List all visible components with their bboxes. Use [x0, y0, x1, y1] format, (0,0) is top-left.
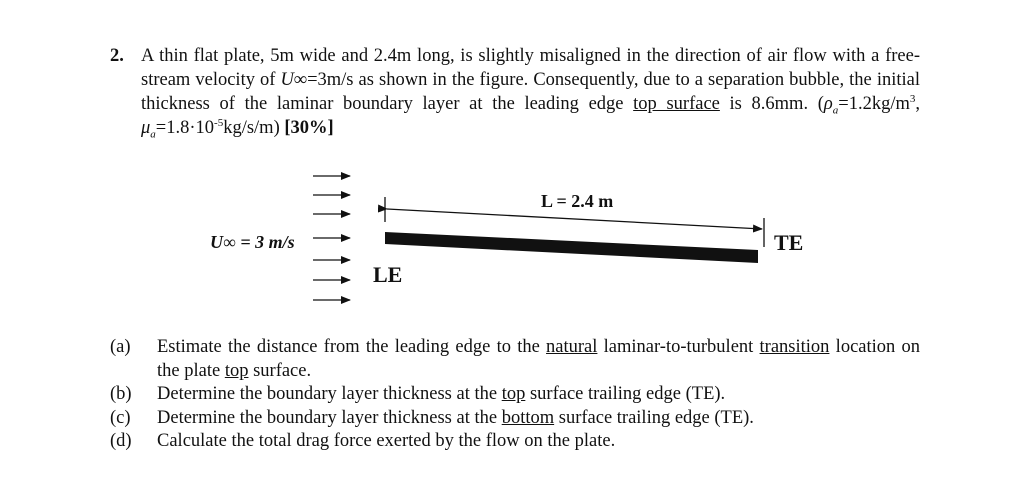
length-label: L = 2.4 m	[541, 191, 614, 211]
density-value: =1.2kg/m	[838, 94, 910, 114]
rho-subscript: a	[832, 104, 839, 117]
leading-edge-label: LE	[373, 262, 403, 287]
part-label: (a)	[110, 337, 131, 357]
bottom-underlined: bottom	[501, 407, 555, 428]
part-c-text-1: Determine the boundary layer thickness at the	[157, 407, 502, 428]
part-a-text-3: location on the plate	[157, 337, 921, 381]
mu-subscript: a	[150, 128, 156, 141]
part-text	[157, 407, 920, 431]
part-a	[110, 336, 920, 383]
question-number: 2.	[110, 46, 124, 66]
part-label: (b)	[110, 384, 132, 404]
thickness-text: is 8.6mm. (	[719, 94, 824, 114]
part-a-text-1: Estimate the distance from the leading edge to the	[157, 337, 547, 357]
dimension-line	[387, 209, 762, 229]
part-label: (d)	[110, 431, 132, 451]
top-surface-underlined: top surface	[633, 94, 720, 114]
part-b-text-1: Determine the boundary layer thickness at the	[157, 384, 502, 404]
mu-symbol: μ	[141, 118, 151, 138]
flat-plate	[385, 232, 758, 263]
velocity-label: U∞ = 3 m/s	[210, 232, 295, 252]
part-a-text-2: laminar-to-turbulent	[597, 337, 760, 357]
part-c-text-2: surface trailing edge (TE).	[554, 407, 754, 428]
cube-superscript: 3	[909, 92, 916, 105]
trailing-edge-label: TE	[774, 230, 804, 255]
velocity-text: =3m/s as shown in the figure. Consequently, due to a separation bubble, the initial thickness of the laminar boundary layer at the leading edge	[141, 70, 920, 114]
transition-underlined: transition	[759, 337, 830, 357]
part-a-text-4: surface.	[248, 360, 312, 381]
natural-underlined: natural	[546, 337, 598, 357]
viscosity-unit: kg/s/m)	[223, 118, 285, 138]
part-c	[110, 407, 920, 431]
freestream-arrows	[313, 176, 350, 300]
weight-badge: [30%]	[284, 118, 334, 138]
viscosity-value: =1.8·10	[155, 118, 215, 138]
top-underlined: top	[224, 360, 249, 381]
part-text	[157, 336, 920, 383]
velocity-symbol: U∞	[280, 70, 308, 90]
part-b	[110, 383, 920, 407]
part-b-text-2: surface trailing edge (TE).	[525, 384, 726, 404]
part-text	[157, 383, 920, 407]
part-d	[110, 430, 920, 454]
sub-questions	[110, 336, 920, 454]
part-label: (c)	[110, 407, 131, 428]
comma-text: ,	[915, 94, 920, 114]
top-underlined: top	[501, 384, 526, 404]
part-text: Calculate the total drag force exerted by the flow on the plate.	[157, 431, 616, 451]
rho-symbol: ρ	[823, 94, 833, 114]
intro-text: A thin flat plate, 5m wide and 2.4m long, is slightly misaligned in the direction of air flow with a free-stream velocity of	[141, 46, 920, 90]
exponent-superscript: -5	[214, 116, 224, 129]
